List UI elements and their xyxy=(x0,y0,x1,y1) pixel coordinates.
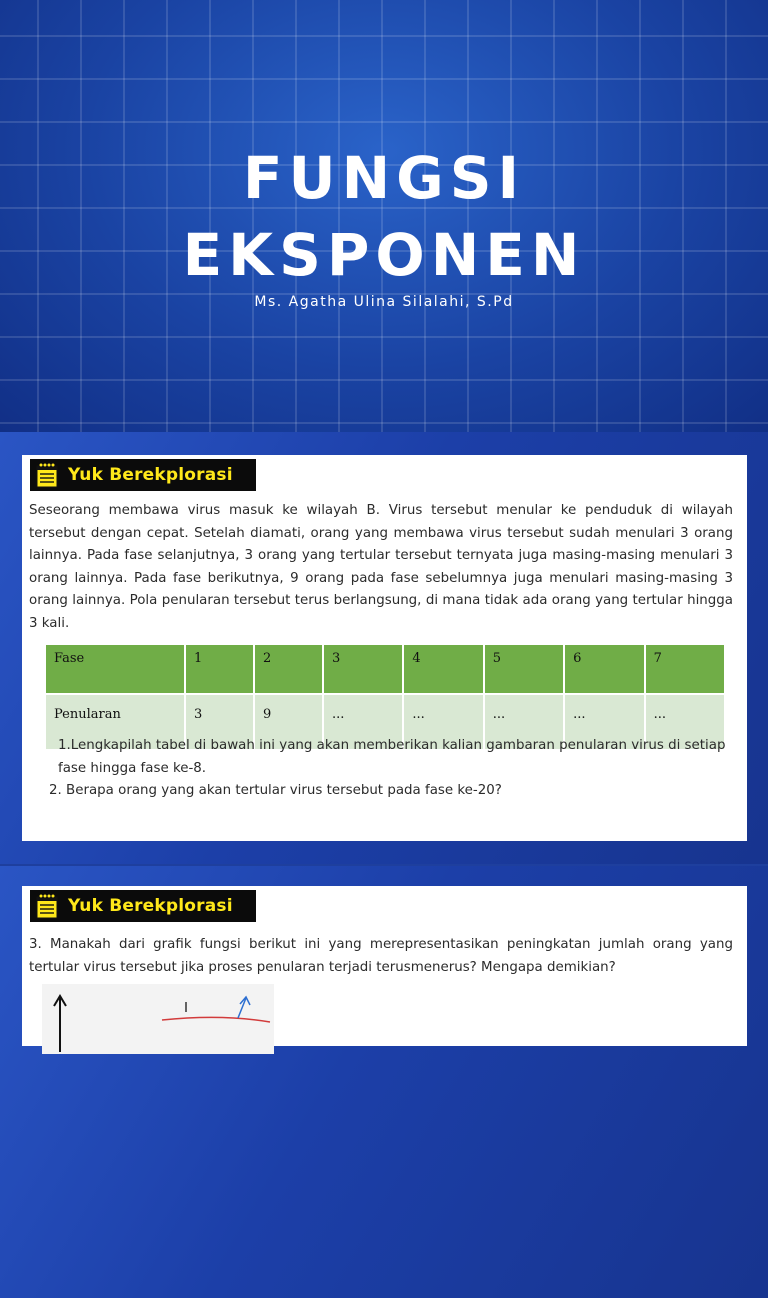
table-cell: 9 xyxy=(255,695,322,749)
table-cell: ... xyxy=(646,695,724,749)
notepad-icon xyxy=(34,462,60,488)
list-item xyxy=(49,780,738,803)
table-cell: Penularan xyxy=(46,695,184,749)
table-cell: ... xyxy=(404,695,482,749)
table-header-cell: 3 xyxy=(324,645,402,693)
question-3: 3. Manakah dari grafik fungsi berikut ini yang merepresentasikan peningkatan jumlah orang yang tertular virus tersebut jika proses penularan terjadi terusmenerus? Mengapa demikian? xyxy=(29,937,733,975)
problem-paragraph: Seseorang membawa virus masuk ke wilayah B. Virus tersebut menular ke penduduk di wilayah tersebut dengan cepat. Setelah diamati, orang yang membawa virus tersebut sudah menulari 3 orang lainnya. Pada fase selanjutnya, 3 orang yang tertular tersebut ternyata juga masing-masing menulari 3 orang lainnya. Pada fase berikutnya, 9 orang pada fase sebelumnya juga menulari masing-masing 3 orang lainnya. Pola penularan tersebut terus berlangsung, di mana tidak ada orang yang tertular hingga 3 kali. xyxy=(29,503,733,631)
table-header-cell: 2 xyxy=(255,645,322,693)
list-item xyxy=(58,735,738,780)
title-line-2: EKSPONEN xyxy=(182,221,586,289)
table-header-cell: 5 xyxy=(485,645,563,693)
author-name: Ms. Agatha Ulina Silalahi, S.Pd xyxy=(254,294,514,310)
question-2: 2. Berapa orang yang akan tertular virus tersebut pada fase ke-20? xyxy=(49,783,502,798)
table-cell: ... xyxy=(565,695,643,749)
table-header-cell: 6 xyxy=(565,645,643,693)
cover-slide xyxy=(0,0,768,432)
table-header-cell: 7 xyxy=(646,645,724,693)
table-header-row xyxy=(46,645,724,693)
exploration-badge xyxy=(30,459,256,491)
notepad-icon xyxy=(34,893,60,919)
table-header-cell: Fase xyxy=(46,645,184,693)
graph-image xyxy=(42,984,274,1054)
exploration-card xyxy=(22,455,747,841)
title-line-1: FUNGSI xyxy=(242,144,526,212)
table-cell: ... xyxy=(485,695,563,749)
table-cell: ... xyxy=(324,695,402,749)
table-header-cell: 4 xyxy=(404,645,482,693)
badge-label: Yuk Berekplorasi xyxy=(68,896,233,916)
exploration-badge xyxy=(30,890,256,922)
exploration-card xyxy=(22,886,747,1046)
question-list xyxy=(49,735,738,803)
table-cell: 3 xyxy=(186,695,253,749)
badge-label: Yuk Berekplorasi xyxy=(68,465,233,485)
question-1: 1.Lengkapilah tabel di bawah ini yang akan memberikan kalian gambaran penularan virus di setiap fase hingga fase ke-8. xyxy=(58,738,726,776)
table-header-cell: 1 xyxy=(186,645,253,693)
